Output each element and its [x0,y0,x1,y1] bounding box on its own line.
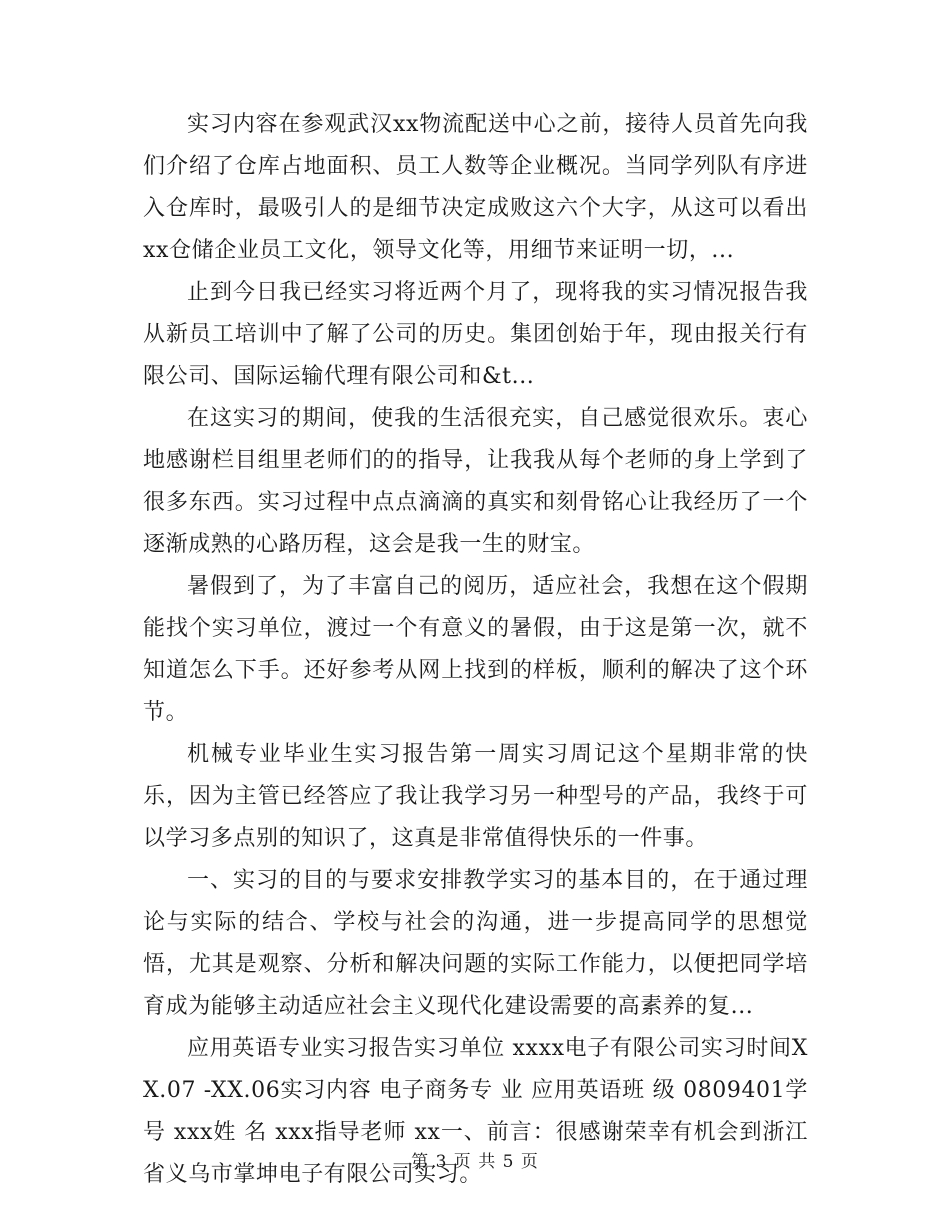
paragraph-3: 在这实习的期间，使我的生活很充实，自己感觉很欢乐。衷心地感谢栏目组里老师们的的指导，让我我从每个老师的身上学到了很多东西。实习过程中点点滴滴的真实和刻骨铭心让我经历了一个逐渐成熟的心路历程，这会是我一生的财宝。 [143,406,808,557]
paragraph-4: 暑假到了，为了丰富自己的阅历，适应社会，我想在这个假期能找个实习单位，渡过一个有意义的暑假，由于这是第一次，就不知道怎么下手。还好参考从网上找到的样板，顺利的解决了这个环节。 [143,574,808,725]
paragraph-5: 机械专业毕业生实习报告第一周实习周记这个星期非常的快乐，因为主管已经答应了我让我学习另一种型号的产品，我终于可以学习多点别的知识了，这真是非常值得快乐的一件事。 [143,742,808,851]
paragraph-1: 实习内容在参观武汉xx物流配送中心之前，接待人员首先向我们介绍了仓库占地面积、员工人数等企业概况。当同学列队有序进入仓库时，最吸引人的是细节决定成败这六个大字，从这可以看出xx仓储企业员工文化，领导文化等，用细节来证明一切，... [143,112,808,263]
document-body [143,104,808,1196]
page-number-footer: 第 3 页 共 5 页 [411,1152,539,1172]
paragraph-7: 应用英语专业实习报告实习单位 xxxx电子有限公司实习时间XX.07 -XX.06实习内容 电子商务专 业 应用英语班 级 0809401学 号 xxx姓 名 xxx指导老师 xx一、前言：很感谢荣幸有机会到浙江省义乌市掌坤电子有限公司实习。 [143,1036,808,1187]
paragraph-2: 止到今日我已经实习将近两个月了，现将我的实习情况报告我从新员工培训中了解了公司的历史。集团创始于年，现由报关行有限公司、国际运输代理有限公司和&t... [143,280,808,389]
paragraph-6: 一、实习的目的与要求安排教学实习的基本目的，在于通过理论与实际的结合、学校与社会的沟通，进一步提高同学的思想觉悟，尤其是观察、分析和解决问题的实际工作能力，以便把同学培育成为能够主动适应社会主义现代化建设需要的高素养的复... [143,868,808,1019]
